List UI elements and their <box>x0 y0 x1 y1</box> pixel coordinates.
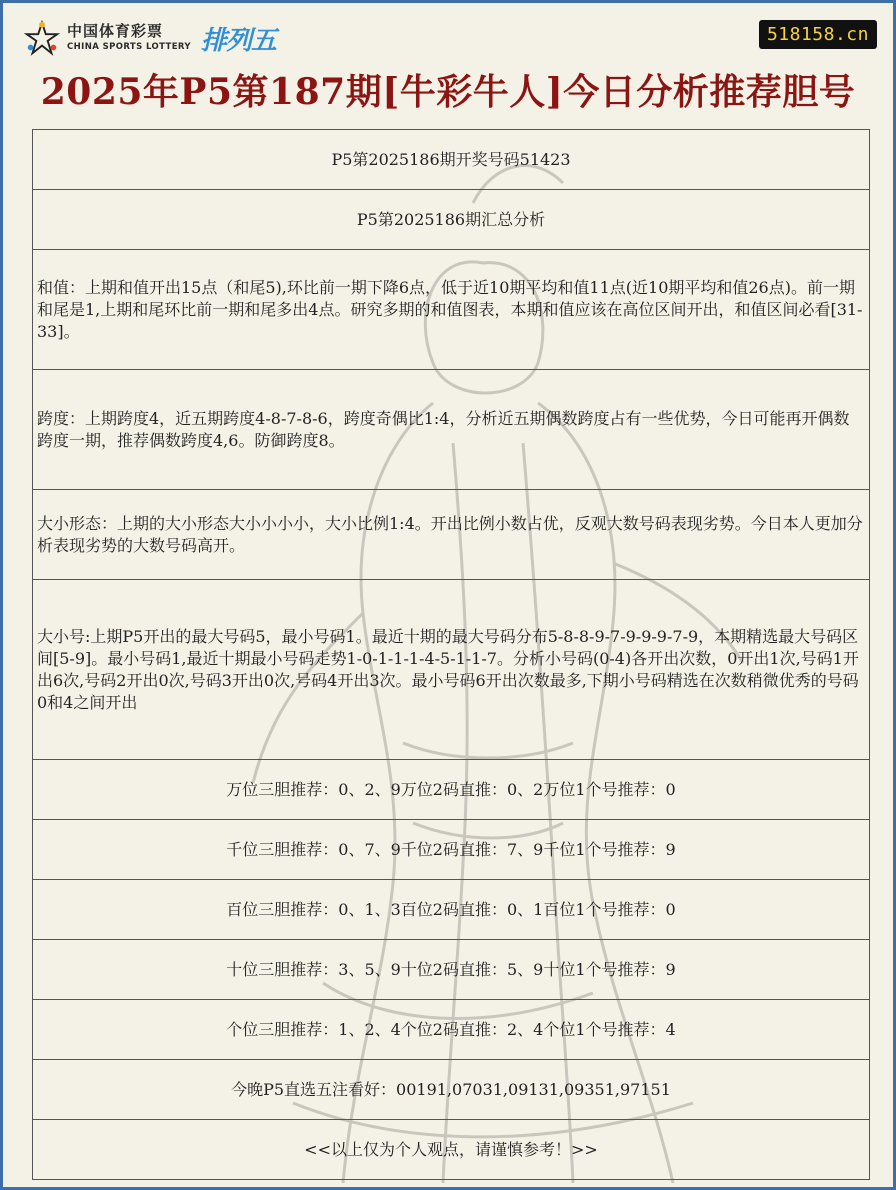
sum-analysis-cell: 和值：上期和值开出15点（和尾5),环比前一期下降6点，低于近10期平均和值11点(近10期平均和值26点)。前一期和尾是1,上期和尾环比前一期和尾多出4点。研究多期的和值图表，本期和值应该在高位区间开出，和值区间必看[31-33]。 <box>33 250 870 370</box>
table-row <box>33 490 870 580</box>
page-title: 2025年P5第187期[牛彩牛人]今日分析推荐胆号 <box>40 71 856 113</box>
logo-english-name: CHINA SPORTS LOTTERY <box>67 42 191 53</box>
table-row <box>33 130 870 190</box>
table-row <box>33 370 870 490</box>
table-row <box>33 880 870 940</box>
size-pattern-cell: 大小形态：上期的大小形态大小小小小，大小比例1:4。开出比例小数占优，反观大数号码表现劣势。今日本人更加分析表现劣势的大数号码高开。 <box>33 490 870 580</box>
table-row <box>33 820 870 880</box>
china-sports-lottery-logo[interactable] <box>23 19 276 57</box>
tonight-picks-cell: 今晚P5直选五注看好：00191,07031,09131,09351,97151 <box>33 1060 870 1120</box>
table-row <box>33 1060 870 1120</box>
table-row <box>33 190 870 250</box>
table-row <box>33 580 870 760</box>
table-row <box>33 940 870 1000</box>
summary-title-cell: P5第2025186期汇总分析 <box>33 190 870 250</box>
ge-position-cell: 个位三胆推荐：1、2、4个位2码直推：2、4个位1个号推荐：4 <box>33 1000 870 1060</box>
qian-position-cell: 千位三胆推荐：0、7、9千位2码直推：7、9千位1个号推荐：9 <box>33 820 870 880</box>
shi-position-cell: 十位三胆推荐：3、5、9十位2码直推：5、9十位1个号推荐：9 <box>33 940 870 1000</box>
table-row <box>33 1120 870 1180</box>
logo-chinese-name: 中国体育彩票 <box>67 22 164 41</box>
span-analysis-cell: 跨度：上期跨度4，近五期跨度4-8-7-8-6，跨度奇偶比1:4，分析近五期偶数跨度占有一些优势，今日可能再开偶数跨度一期，推荐偶数跨度4,6。防御跨度8。 <box>33 370 870 490</box>
draw-result-cell: P5第2025186期开奖号码51423 <box>33 130 870 190</box>
logo-game-name: 排列五 <box>200 25 276 56</box>
table-row <box>33 1000 870 1060</box>
disclaimer-cell: <<以上仅为个人观点，请谨慎参考！>> <box>33 1120 870 1180</box>
bai-position-cell: 百位三胆推荐：0、1、3百位2码直推：0、1百位1个号推荐：0 <box>33 880 870 940</box>
analysis-table <box>32 129 870 1180</box>
site-domain-badge[interactable]: 518158.cn <box>759 20 877 49</box>
wan-position-cell: 万位三胆推荐：0、2、9万位2码直推：0、2万位1个号推荐：0 <box>33 760 870 820</box>
header <box>3 3 893 61</box>
table-row <box>33 760 870 820</box>
lottery-star-icon <box>23 19 61 57</box>
size-numbers-cell: 大小号:上期P5开出的最大号码5，最小号码1。最近十期的最大号码分布5-8-8-9-7-9-9-9-7-9，本期精选最大号码区间[5-9]。最小号码1,最近十期最小号码走势1-0-1-1-1-4-5-1-1-7。分析小号码(0-4)各开出次数，0开出1次,号码1开出6次,号码2开出0次,号码3开出0次,号码4开出3次。最小号码6开出次数最多,下期小号码精选在次数稍微优秀的号码0和4之间开出 <box>33 580 870 760</box>
table-row <box>33 250 870 370</box>
